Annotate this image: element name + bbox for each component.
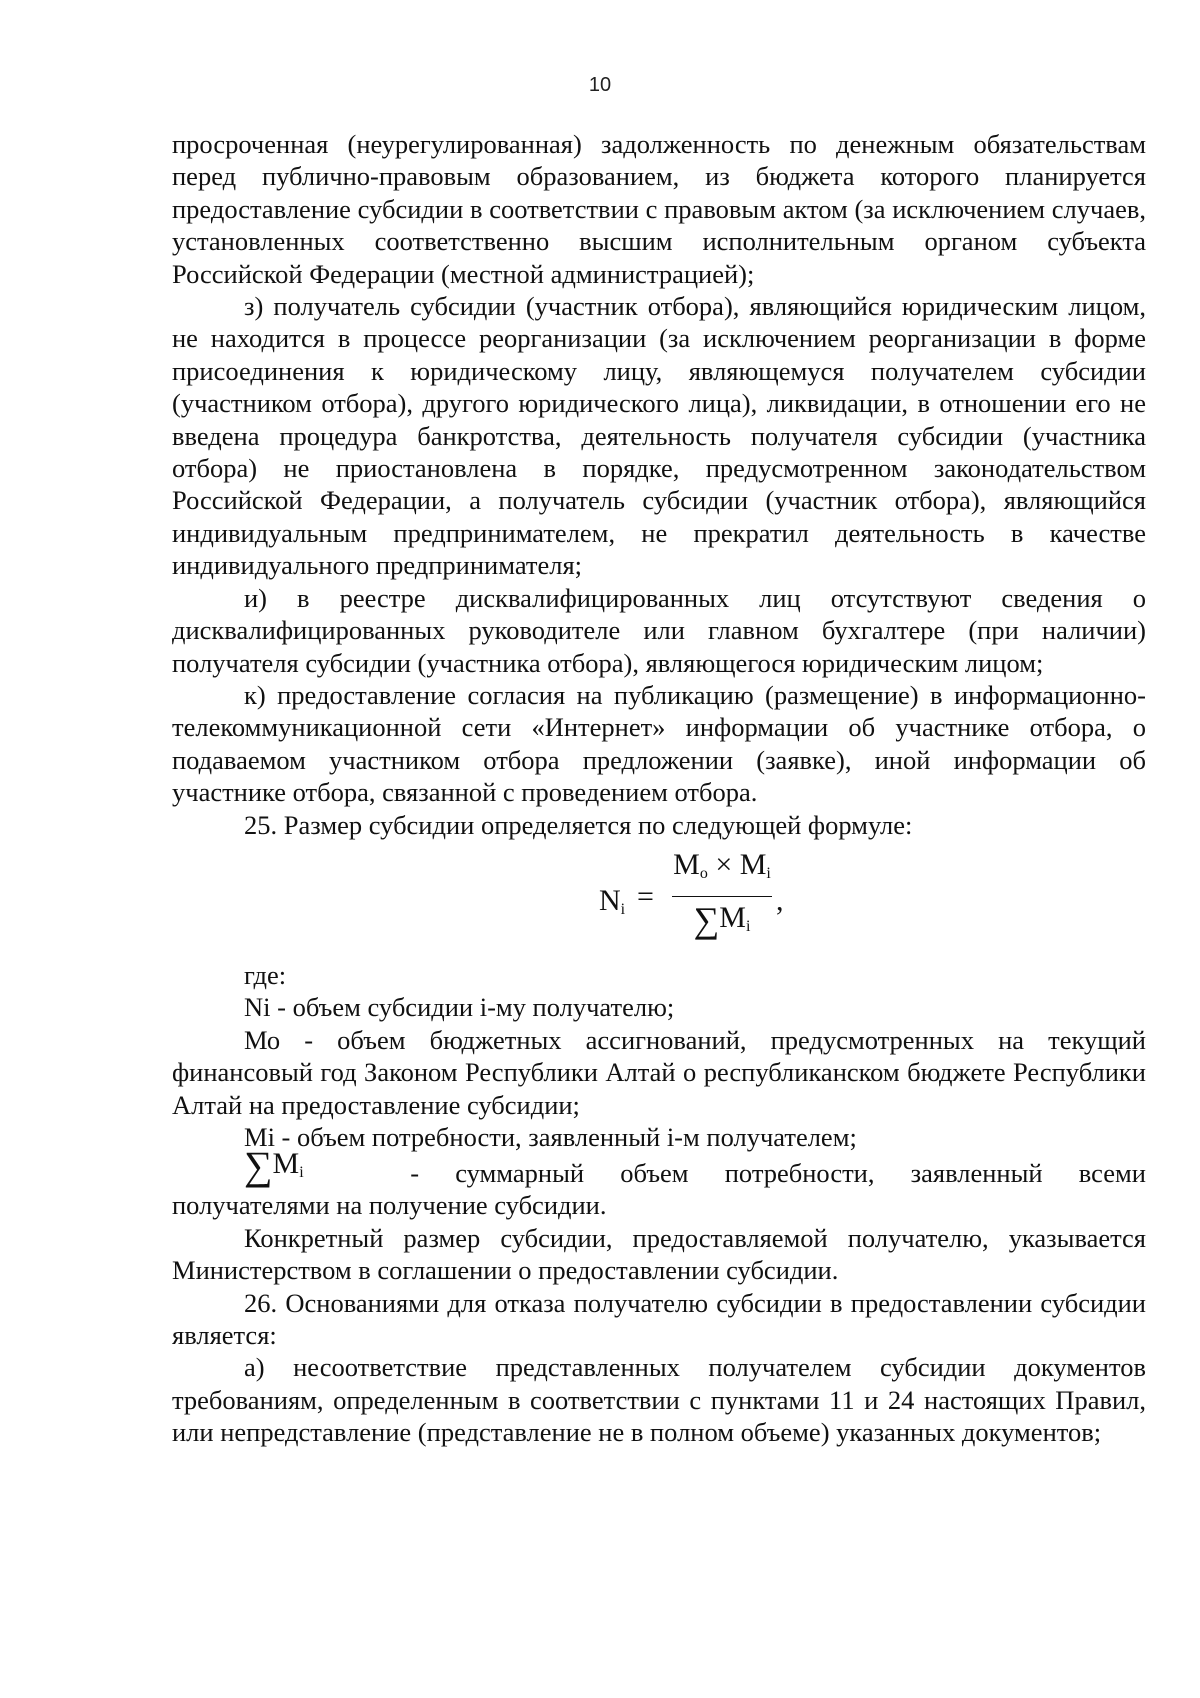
sum-word: всеми (1078, 1157, 1146, 1188)
paragraph-overdue-debt: просроченная (неурегулированная) задолженность по денежным обязательствам перед публично-правовым образованием, из бюджета которого планируется предоставление субсидии в соответствии с правовым актом (за исключением случаев, установленных соответственно высшим исполнительным органом субъекта Российской Федерации (местной администрацией); (172, 129, 1146, 289)
item-26a: а) несоответствие представленных получателем субсидии документов требованиям, определенным в соответствии с пунктами 11 и 24 настоящих Правил, или непредставление (представление не в полном объеме) указанных документов; (172, 1352, 1146, 1448)
sum-dash: - (410, 1157, 420, 1188)
item-k: к) предоставление согласия на публикацию (размещение) в информационно-телекоммуникационной сети «Интернет» информации об участнике отбора, о подаваемом участником отбора предложении (заявке), иной информации об участнике отбора, связанной с проведением отбора. (172, 679, 1146, 808)
sum-word: потребности, (724, 1157, 875, 1188)
definition-mo: Мо - объем бюджетных ассигнований, предусмотренных на текущий финансовый год Законом Республики Алтай о республиканском бюджете Республики Алтай на предоставление субсидии; (172, 1024, 1146, 1120)
item-25: 25. Размер субсидии определяется по следующей формуле: (244, 809, 913, 840)
sigma-symbol: ∑ (693, 899, 720, 940)
sum-symbol: $\sum M_i$ (244, 1142, 304, 1188)
formula-fraction (672, 847, 772, 946)
formula-comma: , (776, 883, 784, 917)
definition-sum-line (172, 1142, 1146, 1189)
item-26: 26. Основаниями для отказа получателю субсидии в предоставлении субсидии является: (172, 1287, 1146, 1350)
item-i: и) в реестре дисквалифицированных лиц отсутствуют сведения о дисквалифицированных руководителе или главном бухгалтере (при наличии) получателя субсидии (участника отбора), являющегося юридическим лицом; (172, 582, 1146, 678)
subsidy-formula (172, 841, 1146, 959)
document-body (172, 128, 1146, 1449)
where-label: где: (244, 959, 287, 990)
sum-word: заявленный (910, 1157, 1043, 1188)
definition-sum-continuation: получателями на получение субсидии. (172, 1190, 607, 1221)
definition-mi: Mi - объем потребности, заявленный i-м получателем; (244, 1121, 857, 1152)
formula-numerator: $M_o \times M_i$ (673, 847, 771, 882)
sum-word: объем (620, 1157, 689, 1188)
sum-word: суммарный (455, 1157, 585, 1188)
formula-denominator: $\sum M_i$ (693, 899, 751, 940)
formula-lhs: $N_i$ (599, 883, 626, 918)
concrete-amount: Конкретный размер субсидии, предоставляемой получателю, указывается Министерством в соглашении о предоставлении субсидии. (172, 1222, 1146, 1286)
page-number: 10 (588, 74, 612, 96)
formula-equals: = (637, 879, 654, 913)
fraction-bar (672, 896, 772, 897)
item-z: з) получатель субсидии (участник отбора), являющийся юридическим лицом, не находится в процессе реорганизации (за исключением реорганизации в форме присоединения к юридическому лицу, являющемуся получателем субсидии (участником отбора), другого юридического лица), ликвидации, в отношении его не введена процедура банкротства, деятельность получателя субсидии (участника отбора) не приостановлена в порядке, предусмотренном законодательством Российской Федерации, а получатель субсидии (участник отбора), являющийся индивидуальным предпринимателем, не прекратил деятельность в качестве индивидуального предпринимателя; (172, 291, 1146, 581)
definition-ni: Ni - объем субсидии i-му получателю; (244, 992, 675, 1023)
